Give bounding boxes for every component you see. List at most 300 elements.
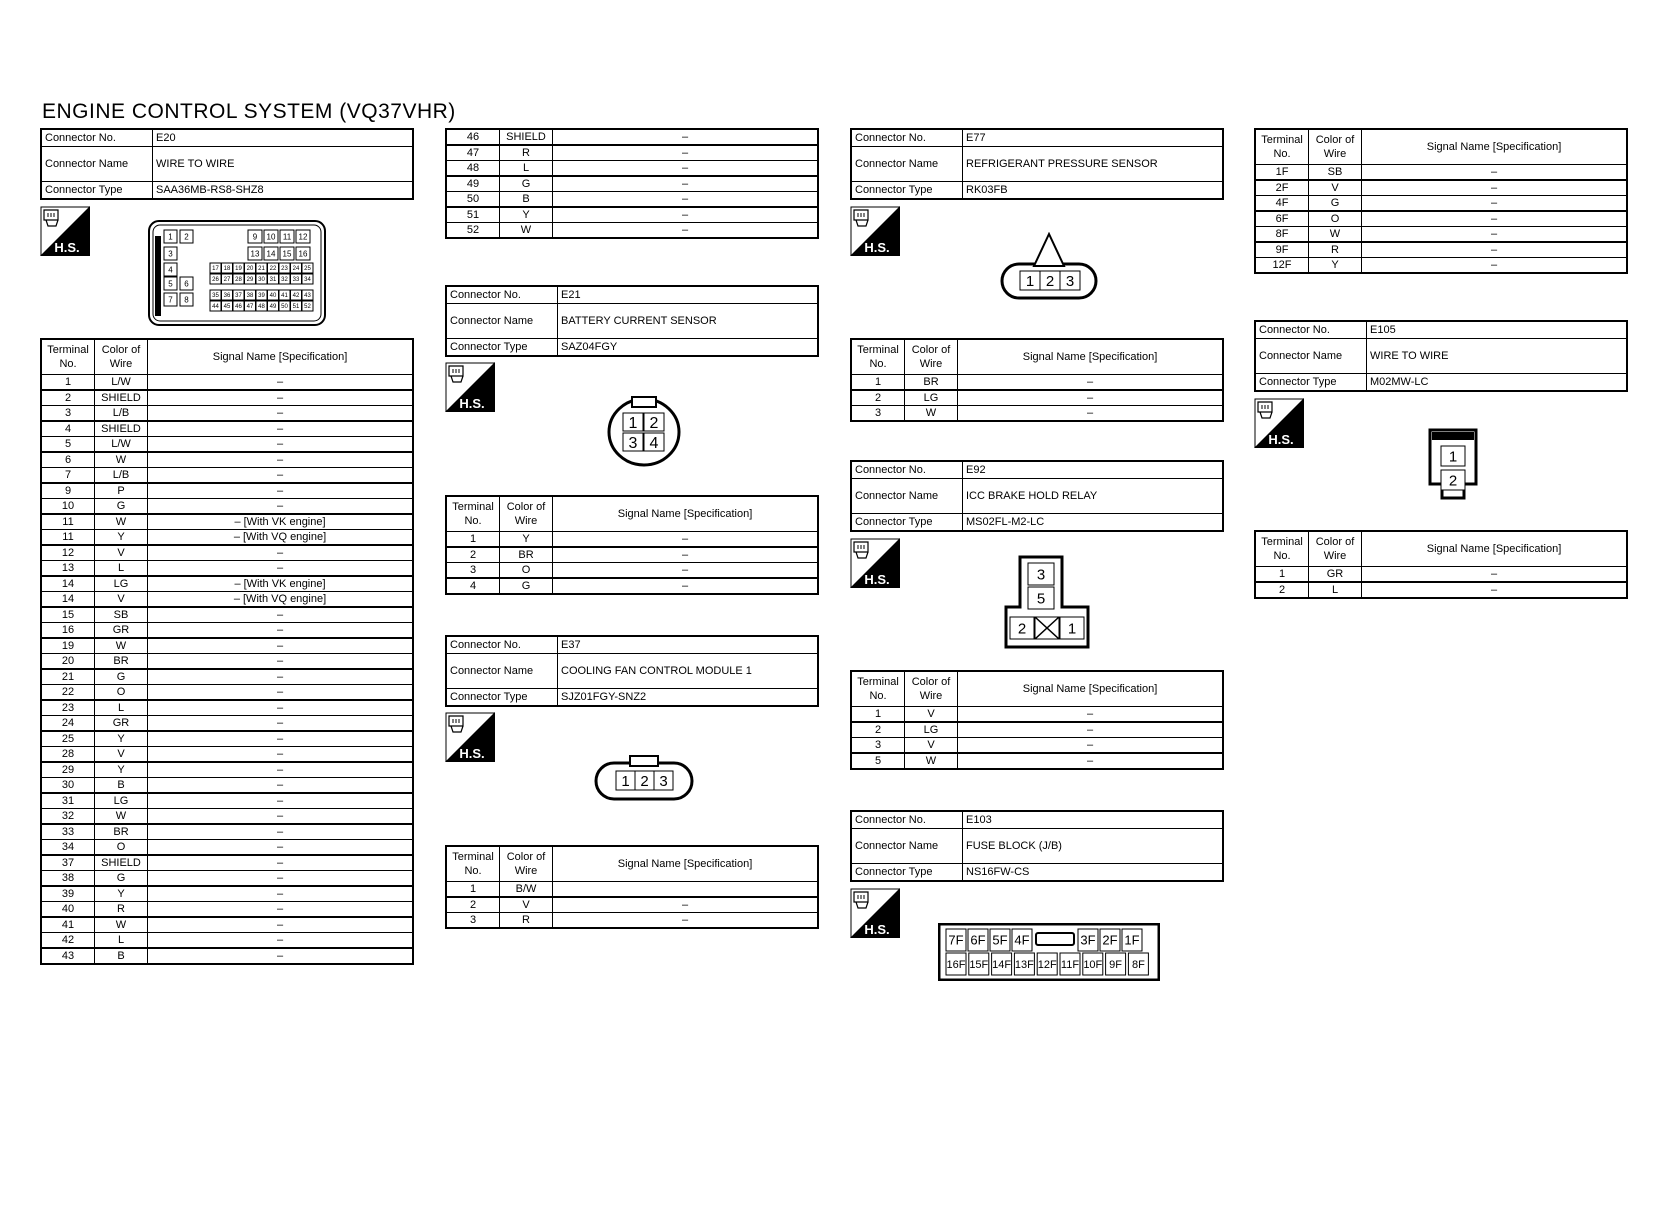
- terminal-no-cell: 4: [41, 421, 95, 437]
- terminal-no-cell: 12F: [1255, 258, 1309, 274]
- table-row: [41, 468, 413, 484]
- e103-connector-type: NS16FW-CS: [963, 864, 1224, 882]
- terminal-no-cell: 5: [41, 437, 95, 453]
- table-row: [851, 390, 1223, 406]
- terminal-no-cell: 1F: [1255, 165, 1309, 181]
- signal-name-cell: –: [148, 902, 414, 918]
- signal-name-cell: –: [958, 753, 1224, 769]
- pin-label: 16F: [946, 958, 966, 971]
- connector-name-label: Connector Name: [41, 147, 153, 182]
- table-row: [41, 700, 413, 716]
- terminal-no-header: Terminal No.: [1255, 129, 1309, 165]
- pin-label: 46: [235, 304, 242, 311]
- wire-color-cell: B: [500, 192, 553, 208]
- signal-name-cell: –: [148, 685, 414, 701]
- wire-color-cell: W: [95, 514, 148, 530]
- terminal-no-cell: 2: [446, 897, 500, 913]
- table-row: [41, 421, 413, 437]
- signal-name-cell: –: [148, 762, 414, 778]
- pin-label: 4: [168, 265, 173, 275]
- table-row: [41, 917, 413, 933]
- e92-connector-type: MS02FL-M2-LC: [963, 514, 1224, 532]
- signal-name-cell: –: [148, 886, 414, 902]
- table-row: [41, 499, 413, 515]
- signal-name-cell: –: [553, 897, 819, 913]
- table-row: [41, 731, 413, 747]
- connector-latch: [632, 397, 656, 407]
- e77-terminal-table: [850, 338, 1224, 422]
- table-row: [41, 545, 413, 561]
- terminal-no-cell: 24: [41, 716, 95, 732]
- table-row: [1255, 180, 1627, 196]
- pin-label: 23: [281, 266, 288, 273]
- table-row: [41, 840, 413, 856]
- terminal-no-cell: 50: [446, 192, 500, 208]
- terminal-no-cell: 29: [41, 762, 95, 778]
- pin-label: 22: [269, 266, 277, 273]
- signal-name-cell: –: [148, 654, 414, 670]
- pin-label: 11F: [1060, 958, 1080, 971]
- pin-label: 4F: [1014, 932, 1030, 948]
- pin-label: 3F: [1080, 932, 1096, 948]
- pin-label: 12: [298, 232, 308, 242]
- pin-label: 2: [640, 772, 649, 790]
- wire-color-cell: Y: [1309, 258, 1362, 274]
- pin-label: 20: [246, 266, 254, 273]
- signal-name-cell: –: [553, 129, 819, 145]
- wire-color-cell: L/W: [95, 375, 148, 391]
- terminal-no-cell: 1: [41, 375, 95, 391]
- e92-connector-face: [1002, 555, 1092, 649]
- terminal-no-cell: 12: [41, 545, 95, 561]
- color-of-wire-header: Color of Wire: [1309, 129, 1362, 165]
- pin-label: 5: [1036, 590, 1046, 608]
- pin-label: 48: [258, 304, 265, 311]
- e103-connector-face: [938, 923, 1160, 981]
- wire-color-cell: W: [905, 406, 958, 422]
- wire-color-cell: GR: [1309, 567, 1362, 583]
- wire-color-cell: R: [1309, 242, 1362, 258]
- table-row: [41, 654, 413, 670]
- e37-connector-type: SJZ01FGY-SNZ2: [558, 689, 819, 707]
- terminal-no-cell: 2: [1255, 582, 1309, 598]
- terminal-no-cell: 5: [851, 753, 905, 769]
- signal-name-cell: –: [148, 933, 414, 949]
- wire-color-cell: SB: [95, 607, 148, 623]
- terminal-no-cell: 1: [851, 707, 905, 723]
- connector-housing: [609, 399, 679, 465]
- signal-name-cell: –: [553, 207, 819, 223]
- signal-name-cell: –: [148, 716, 414, 732]
- pin-label: 10: [266, 232, 276, 242]
- terminal-no-cell: 15: [41, 607, 95, 623]
- wire-color-cell: LG: [95, 793, 148, 809]
- e20-connector-face: [148, 220, 326, 326]
- color-of-wire-header: Color of Wire: [1309, 531, 1362, 567]
- wire-color-cell: G: [95, 871, 148, 887]
- terminal-no-cell: 30: [41, 778, 95, 794]
- connector-no-label: Connector No.: [1255, 321, 1367, 339]
- wire-color-cell: L: [1309, 582, 1362, 598]
- wire-color-cell: W: [500, 223, 553, 239]
- signal-name-cell: –: [148, 700, 414, 716]
- pin-label: 1: [621, 772, 630, 790]
- wire-color-cell: G: [500, 578, 553, 594]
- terminal-no-cell: 39: [41, 886, 95, 902]
- signal-name-cell: –: [148, 778, 414, 794]
- pin-label: 3: [168, 249, 173, 259]
- signal-name-cell: –: [553, 563, 819, 579]
- table-row: [446, 882, 818, 898]
- signal-name-cell: –: [148, 437, 414, 453]
- signal-name-cell: –: [148, 917, 414, 933]
- table-row: [851, 707, 1223, 723]
- signal-name-cell: –: [148, 545, 414, 561]
- terminal-no-header: Terminal No.: [41, 339, 95, 375]
- terminal-no-cell: 41: [41, 917, 95, 933]
- pin-label: 38: [246, 293, 254, 300]
- signal-name-cell: –: [553, 913, 819, 929]
- pin-label: 33: [292, 277, 300, 284]
- pin-label: 1F: [1124, 932, 1140, 948]
- pin-label: 5: [168, 279, 173, 289]
- e92-connector-no: E92: [963, 461, 1224, 479]
- signal-name-cell: –: [148, 499, 414, 515]
- signal-name-cell: –: [553, 223, 819, 239]
- wire-color-cell: W: [1309, 227, 1362, 243]
- connector-key: [1432, 432, 1474, 440]
- wire-color-cell: Y: [95, 530, 148, 546]
- pin-label: 16: [298, 249, 308, 259]
- signal-name-cell: –: [148, 638, 414, 654]
- table-row: [41, 793, 413, 809]
- wire-color-cell: Y: [95, 886, 148, 902]
- terminal-no-cell: 2: [851, 722, 905, 738]
- terminal-no-cell: 16: [41, 623, 95, 639]
- wire-color-cell: L/B: [95, 406, 148, 422]
- e20-cont-terminal-table: [445, 128, 819, 239]
- terminal-no-header: Terminal No.: [851, 671, 905, 707]
- pin-label: 15: [282, 249, 292, 259]
- connector-type-label: Connector Type: [446, 689, 558, 707]
- terminal-no-cell: 13: [41, 561, 95, 577]
- wire-color-cell: R: [95, 902, 148, 918]
- table-row: [446, 897, 818, 913]
- terminal-no-cell: 22: [41, 685, 95, 701]
- wire-color-cell: GR: [95, 623, 148, 639]
- pin-label: 15F: [969, 958, 989, 971]
- terminal-no-cell: 11: [41, 530, 95, 546]
- signal-name-cell: –: [148, 468, 414, 484]
- e77-connector-face: [1000, 232, 1098, 300]
- color-of-wire-header: Color of Wire: [905, 671, 958, 707]
- signal-name-cell: –: [148, 669, 414, 685]
- table-row: [446, 129, 818, 145]
- e20-terminal-table: [40, 338, 414, 965]
- terminal-no-cell: 9: [41, 483, 95, 499]
- wire-color-cell: V: [1309, 180, 1362, 196]
- signal-name-cell: – [With VK engine]: [148, 514, 414, 530]
- connector-type-label: Connector Type: [851, 864, 963, 882]
- table-row: [41, 437, 413, 453]
- e77-connector-type: RK03FB: [963, 182, 1224, 200]
- connector-no-label: Connector No.: [851, 461, 963, 479]
- pin-label: 1: [1448, 448, 1458, 466]
- terminal-no-cell: 2F: [1255, 180, 1309, 196]
- e37-connector-face: [594, 755, 694, 803]
- signal-name-cell: –: [553, 578, 819, 594]
- signal-name-cell: –: [148, 375, 414, 391]
- table-row: [41, 452, 413, 468]
- pin-label: 21: [258, 266, 265, 273]
- table-row: [446, 192, 818, 208]
- table-row: [41, 483, 413, 499]
- connector-name-label: Connector Name: [851, 829, 963, 864]
- signal-name-cell: –: [553, 532, 819, 548]
- signal-name-cell: –: [148, 390, 414, 406]
- pin-label: 13F: [1014, 958, 1034, 971]
- hs-label: H.S.: [54, 240, 80, 255]
- wire-color-cell: L: [95, 933, 148, 949]
- pin-label: 44: [212, 304, 219, 311]
- table-row: [41, 778, 413, 794]
- table-row: [41, 871, 413, 887]
- e21-connector-no: E21: [558, 286, 819, 304]
- pin-label: 6F: [970, 932, 986, 948]
- terminal-no-cell: 42: [41, 933, 95, 949]
- terminal-no-cell: 11: [41, 514, 95, 530]
- signal-name-cell: –: [148, 623, 414, 639]
- signal-name-cell: –: [958, 406, 1224, 422]
- table-row: [851, 738, 1223, 754]
- signal-name-cell: –: [148, 793, 414, 809]
- hs-icon: [40, 206, 90, 261]
- e77-header-table: [850, 128, 1224, 200]
- e105-connector-type: M02MW-LC: [1367, 374, 1628, 392]
- wire-color-cell: L/W: [95, 437, 148, 453]
- e37-connector-name: COOLING FAN CONTROL MODULE 1: [558, 654, 819, 689]
- terminal-no-header: Terminal No.: [851, 339, 905, 375]
- signal-name-cell: –: [148, 747, 414, 763]
- pin-label: 5F: [992, 932, 1008, 948]
- wire-color-cell: BR: [500, 547, 553, 563]
- terminal-no-cell: 6: [41, 452, 95, 468]
- table-row: [851, 722, 1223, 738]
- terminal-no-cell: 3: [851, 406, 905, 422]
- e21-header-table: [445, 285, 819, 357]
- e92-header-table: [850, 460, 1224, 532]
- table-row: [1255, 567, 1627, 583]
- signal-name-cell: –: [1362, 180, 1628, 196]
- connector-name-label: Connector Name: [851, 147, 963, 182]
- signal-name-cell: –: [1362, 196, 1628, 212]
- connector-no-label: Connector No.: [446, 636, 558, 654]
- table-row: [41, 530, 413, 546]
- pin-label: 43: [304, 293, 311, 300]
- signal-name-cell: [553, 882, 819, 898]
- connector-name-label: Connector Name: [1255, 339, 1367, 374]
- table-row: [41, 390, 413, 406]
- terminal-no-cell: 2: [851, 390, 905, 406]
- terminal-no-cell: 43: [41, 948, 95, 964]
- terminal-no-cell: 23: [41, 700, 95, 716]
- pin-label: 10F: [1083, 958, 1103, 971]
- pin-label: 6: [184, 279, 189, 289]
- table-row: [1255, 227, 1627, 243]
- pin-label: 9F: [1109, 958, 1123, 971]
- signal-name-header: Signal Name [Specification]: [1362, 129, 1628, 165]
- hs-label: H.S.: [1268, 432, 1294, 447]
- table-row: [446, 223, 818, 239]
- table-row: [1255, 165, 1627, 181]
- wire-color-cell: W: [95, 638, 148, 654]
- wire-color-cell: LG: [905, 390, 958, 406]
- signal-name-cell: –: [958, 722, 1224, 738]
- table-row: [1255, 211, 1627, 227]
- e105-connector-face: [1428, 428, 1478, 500]
- wire-color-cell: V: [95, 545, 148, 561]
- wire-color-cell: G: [95, 669, 148, 685]
- pin-label: 30: [258, 277, 265, 284]
- wire-color-cell: V: [500, 897, 553, 913]
- pin-label: 7F: [948, 932, 964, 948]
- wire-color-cell: B: [95, 948, 148, 964]
- e20-header-table: [40, 128, 414, 200]
- hs-label: H.S.: [864, 240, 890, 255]
- e20-connector-no: E20: [153, 129, 414, 147]
- terminal-no-cell: 3: [446, 563, 500, 579]
- wire-color-cell: B: [95, 778, 148, 794]
- signal-name-cell: –: [148, 855, 414, 871]
- terminal-no-cell: 52: [446, 223, 500, 239]
- signal-name-cell: –: [553, 176, 819, 192]
- pin-label: 1: [1067, 620, 1077, 638]
- table-row: [41, 685, 413, 701]
- connector-no-label: Connector No.: [446, 286, 558, 304]
- signal-name-header: Signal Name [Specification]: [148, 339, 414, 375]
- signal-name-cell: –: [1362, 211, 1628, 227]
- signal-name-cell: – [With VK engine]: [148, 576, 414, 592]
- pin-label: 4: [649, 434, 659, 452]
- table-row: [41, 514, 413, 530]
- signal-name-cell: –: [148, 406, 414, 422]
- wire-color-cell: O: [500, 563, 553, 579]
- pin-label: 45: [223, 304, 231, 311]
- pin-label: 1: [168, 232, 173, 242]
- table-row: [446, 532, 818, 548]
- color-of-wire-header: Color of Wire: [500, 846, 553, 882]
- e37-connector-no: E37: [558, 636, 819, 654]
- signal-name-header: Signal Name [Specification]: [553, 496, 819, 532]
- wire-color-cell: R: [500, 145, 553, 161]
- wire-color-cell: P: [95, 483, 148, 499]
- hs-icon: [850, 206, 900, 261]
- connector-latch: [1036, 933, 1074, 945]
- wire-color-cell: Y: [500, 207, 553, 223]
- pin-label: 2: [1045, 272, 1055, 290]
- connector-type-label: Connector Type: [851, 182, 963, 200]
- pin-label: 42: [292, 293, 300, 300]
- table-row: [41, 561, 413, 577]
- e20-connector-type: SAA36MB-RS8-SHZ8: [153, 182, 414, 200]
- signal-name-header: Signal Name [Specification]: [958, 339, 1224, 375]
- signal-name-cell: –: [1362, 165, 1628, 181]
- signal-name-cell: –: [553, 161, 819, 177]
- pin-label: 18: [223, 266, 231, 273]
- wire-color-cell: L: [500, 161, 553, 177]
- table-row: [1255, 196, 1627, 212]
- table-row: [41, 933, 413, 949]
- connector-no-label: Connector No.: [851, 811, 963, 829]
- e103-terminal-table: [1254, 128, 1628, 274]
- signal-name-cell: –: [148, 731, 414, 747]
- signal-name-header: Signal Name [Specification]: [1362, 531, 1628, 567]
- wire-color-cell: B/W: [500, 882, 553, 898]
- color-of-wire-header: Color of Wire: [95, 339, 148, 375]
- pin-label: 3: [659, 772, 668, 790]
- e92-terminal-table: [850, 670, 1224, 770]
- signal-name-cell: –: [148, 452, 414, 468]
- terminal-no-cell: 46: [446, 129, 500, 145]
- signal-name-header: Signal Name [Specification]: [958, 671, 1224, 707]
- wire-color-cell: O: [1309, 211, 1362, 227]
- terminal-no-cell: 1: [851, 375, 905, 391]
- wire-color-cell: V: [95, 747, 148, 763]
- table-row: [1255, 242, 1627, 258]
- hs-icon: [445, 362, 495, 417]
- table-row: [41, 576, 413, 592]
- pin-label: 24: [292, 266, 300, 273]
- signal-name-cell: –: [148, 824, 414, 840]
- terminal-no-cell: 31: [41, 793, 95, 809]
- table-row: [41, 638, 413, 654]
- color-of-wire-header: Color of Wire: [905, 339, 958, 375]
- signal-name-cell: –: [958, 707, 1224, 723]
- terminal-no-cell: 21: [41, 669, 95, 685]
- pin-label: 2: [1017, 620, 1027, 638]
- e77-connector-no: E77: [963, 129, 1224, 147]
- terminal-no-cell: 1: [1255, 567, 1309, 583]
- hs-icon: [1254, 398, 1304, 453]
- terminal-no-cell: 8F: [1255, 227, 1309, 243]
- signal-name-cell: –: [958, 738, 1224, 754]
- table-row: [446, 578, 818, 594]
- table-row: [851, 406, 1223, 422]
- pin-label: 31: [269, 277, 277, 284]
- table-row: [446, 563, 818, 579]
- wire-color-cell: V: [905, 738, 958, 754]
- wire-color-cell: L: [95, 561, 148, 577]
- pin-label: 3: [1036, 566, 1046, 584]
- pin-label: 37: [235, 293, 242, 300]
- wire-color-cell: SB: [1309, 165, 1362, 181]
- table-row: [41, 607, 413, 623]
- pin-label: 47: [246, 304, 254, 311]
- signal-name-cell: – [With VQ engine]: [148, 592, 414, 608]
- pin-label: 8: [184, 295, 189, 305]
- wire-color-cell: SHIELD: [95, 421, 148, 437]
- wire-color-cell: R: [500, 913, 553, 929]
- terminal-no-header: Terminal No.: [446, 846, 500, 882]
- signal-name-cell: –: [148, 948, 414, 964]
- pin-label: 19: [235, 266, 242, 273]
- hs-label: H.S.: [864, 922, 890, 937]
- pin-label: 52: [304, 304, 311, 311]
- connector-type-label: Connector Type: [41, 182, 153, 200]
- wire-color-cell: O: [95, 685, 148, 701]
- pin-label: 26: [212, 277, 219, 284]
- table-row: [41, 809, 413, 825]
